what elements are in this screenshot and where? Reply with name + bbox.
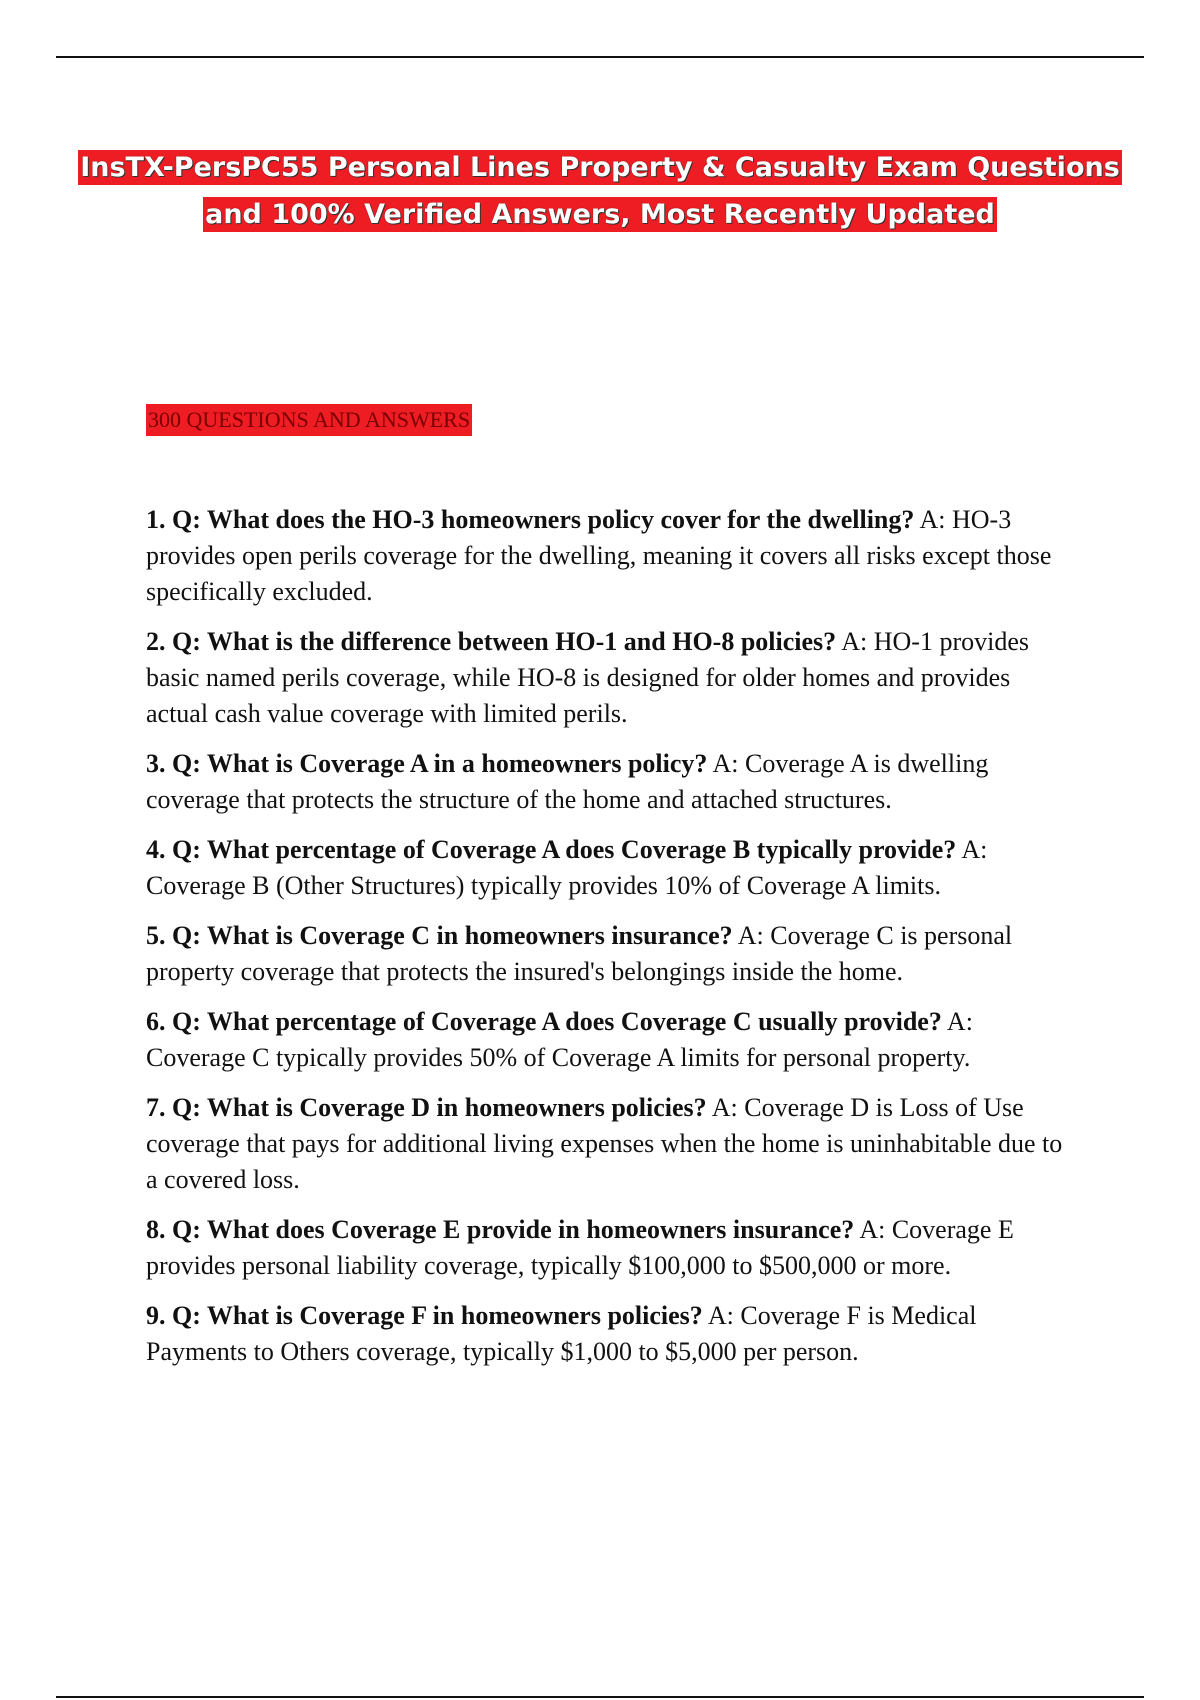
question: 8. Q: What does Coverage E provide in homeowners insurance? (146, 1215, 855, 1244)
answer: A: HO-3 provides open perils coverage for the dwelling, meaning it covers all risks except those specifically excluded. (146, 505, 1052, 606)
answer: A: HO-1 provides basic named perils coverage, while HO-8 is designed for older homes and provides actual cash value coverage with limited perils. (146, 627, 1029, 728)
question: 2. Q: What is the difference between HO-1 and HO-8 policies? (146, 627, 837, 656)
answer: A: Coverage B (Other Structures) typically provides 10% of Coverage A limits. (146, 835, 988, 900)
answer: A: Coverage F is Medical Payments to Others coverage, typically $1,000 to $5,000 per person. (146, 1301, 977, 1366)
qa-item (146, 918, 1066, 990)
answer: A: Coverage E provides personal liability coverage, typically $100,000 to $500,000 or more. (146, 1215, 1014, 1280)
question: 1. Q: What does the HO-3 homeowners policy cover for the dwelling? (146, 505, 915, 534)
qa-item (146, 624, 1066, 732)
question: 9. Q: What is Coverage F in homeowners policies? (146, 1301, 703, 1330)
bottom-rule (56, 1696, 1144, 1698)
qa-item (146, 1004, 1066, 1076)
document-title-text: InsTX-PersPC55 Personal Lines Property & Casualty Exam Questions and 100% Verified Answers, Most Recently Updated (80, 152, 1120, 230)
qa-item (146, 502, 1066, 610)
qa-item (146, 1090, 1066, 1198)
answer: A: Coverage C typically provides 50% of Coverage A limits for personal property. (146, 1007, 973, 1072)
question: 3. Q: What is Coverage A in a homeowners policy? (146, 749, 708, 778)
qa-item (146, 746, 1066, 818)
answer: A: Coverage D is Loss of Use coverage that pays for additional living expenses when the home is uninhabitable due to a covered loss. (146, 1093, 1063, 1194)
top-rule (56, 56, 1144, 58)
answer: A: Coverage C is personal property coverage that protects the insured's belongings inside the home. (146, 921, 1013, 986)
qa-item (146, 832, 1066, 904)
answer: A: Coverage A is dwelling coverage that protects the structure of the home and attached structures. (146, 749, 989, 814)
document-title (60, 144, 1140, 238)
question: 6. Q: What percentage of Coverage A does Coverage C usually provide? (146, 1007, 942, 1036)
question: 5. Q: What is Coverage C in homeowners insurance? (146, 921, 733, 950)
qa-item (146, 1212, 1066, 1284)
question: 4. Q: What percentage of Coverage A does Coverage B typically provide? (146, 835, 957, 864)
questions-count-label: 300 QUESTIONS AND ANSWERS (146, 404, 472, 436)
qa-list (146, 502, 1066, 1384)
qa-item (146, 1298, 1066, 1370)
question: 7. Q: What is Coverage D in homeowners policies? (146, 1093, 707, 1122)
